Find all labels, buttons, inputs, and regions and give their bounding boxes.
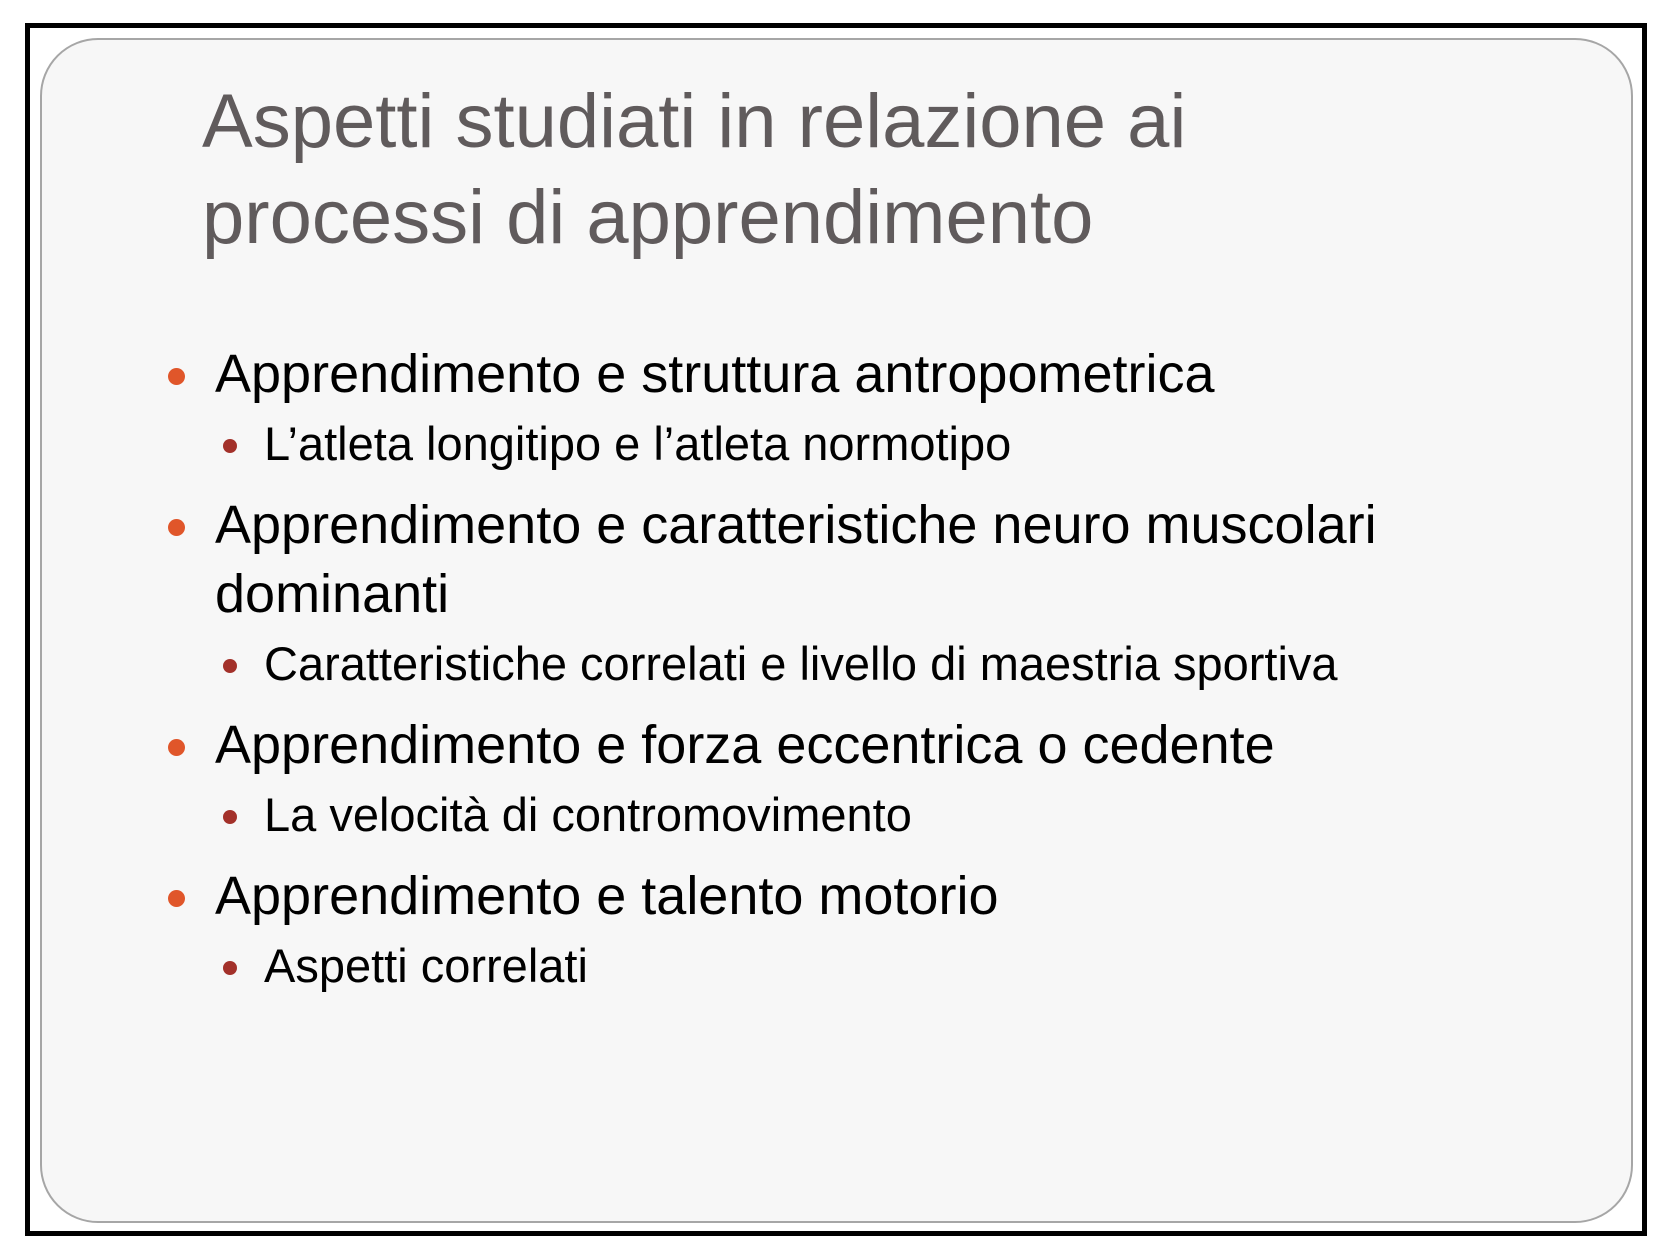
bullet-list bbox=[130, 340, 1610, 1013]
bullet-item bbox=[130, 711, 1610, 780]
bullet-item bbox=[130, 491, 1610, 629]
sub-bullet-item bbox=[130, 786, 1610, 844]
bullet-dot-icon bbox=[168, 890, 185, 907]
bullet-item bbox=[130, 340, 1610, 409]
sub-bullet-text: La velocità di contromovimento bbox=[264, 788, 912, 841]
slide-title-line-2: processi di apprendimento bbox=[202, 175, 1094, 260]
slide-frame bbox=[25, 23, 1647, 1236]
bullet-dot-icon bbox=[168, 519, 185, 536]
bullet-text: Apprendimento e struttura antropometrica bbox=[215, 344, 1215, 404]
sub-bullet-item bbox=[130, 937, 1610, 995]
bullet-text: Apprendimento e talento motorio bbox=[215, 866, 999, 926]
sub-bullet-dot-icon bbox=[223, 659, 237, 673]
slide-title bbox=[202, 74, 1452, 266]
bullet-text: Apprendimento e forza eccentrica o cedente bbox=[215, 715, 1275, 775]
sub-bullet-text: Aspetti correlati bbox=[264, 939, 588, 992]
sub-bullet-text: L’atleta longitipo e l’atleta normotipo bbox=[264, 417, 1012, 470]
bullet-dot-icon bbox=[168, 368, 185, 385]
sub-bullet-item bbox=[130, 635, 1610, 693]
sub-bullet-item bbox=[130, 415, 1610, 473]
bullet-dot-icon bbox=[168, 739, 185, 756]
sub-bullet-text: Caratteristiche correlati e livello di maestria sportiva bbox=[264, 637, 1338, 690]
bullet-item bbox=[130, 862, 1610, 931]
slide-title-line-1: Aspetti studiati in relazione ai bbox=[202, 79, 1187, 164]
sub-bullet-dot-icon bbox=[223, 961, 237, 975]
bullet-text-line-1: Apprendimento e caratteristiche neuro muscolari bbox=[215, 495, 1377, 555]
sub-bullet-dot-icon bbox=[223, 439, 237, 453]
slide-panel bbox=[40, 38, 1633, 1223]
sub-bullet-dot-icon bbox=[223, 810, 237, 824]
bullet-text-line-2: dominanti bbox=[215, 564, 450, 624]
